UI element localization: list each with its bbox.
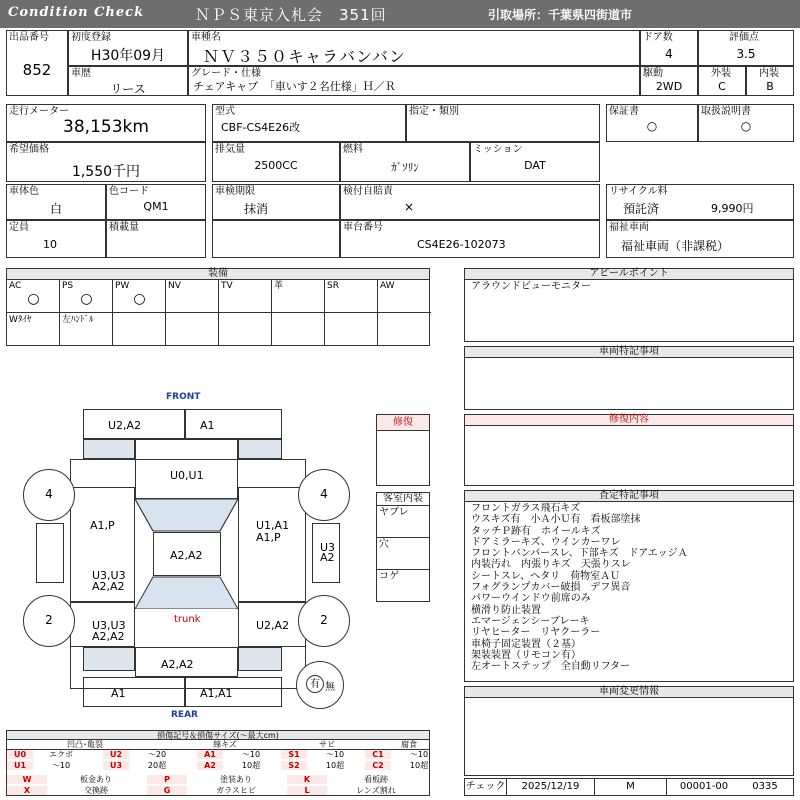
left-rear-lower-damage-1: U3,U3 [92,619,126,632]
change-info-box [464,686,794,776]
price: 1,550千円 [71,164,141,180]
legend-desc: 塗装あり [220,775,252,784]
car-name-box [188,30,640,66]
appeal-box [464,268,794,342]
pickup-location: 引取場所：千葉県四街道市 [488,8,633,22]
check-mark: M [595,779,667,795]
legend-group: 線キズ [213,740,237,749]
lot-number-label: 出品番号 [9,32,49,43]
color-code-label: 色コード [109,186,149,197]
equipment-cell [113,313,166,346]
liability-label: 検付自賠責 [343,186,393,197]
displacement-label: 排気量 [215,144,245,155]
front-label: FRONT [166,392,201,402]
front-right-bumper [238,439,282,459]
repair-detail-title: 修復内容 [465,415,793,426]
legend-desc: 〜10 [241,750,261,759]
check-code: 00001-00 [679,781,729,792]
cabin-burn: コゲ [379,571,399,582]
legend-code: G [147,786,187,795]
equipment-cell [60,280,113,313]
hood-damage: U0,U1 [170,469,204,482]
warranty: ○ [646,119,658,133]
capacity: 10 [43,238,57,251]
legend-desc: 10超 [241,761,261,770]
tire-fl-value: 4 [45,487,53,501]
exterior: C [718,80,726,93]
score: 3.5 [736,47,756,61]
interior-label: 内装 [759,68,779,79]
legend-desc: エクボ [49,750,73,759]
legend-table [6,730,430,796]
roof-damage: A2,A2 [170,549,203,562]
body-color-box [6,184,106,220]
header-bar [0,0,800,28]
left-rear-damage-1: U3,U3 [92,569,126,582]
liability-box [340,184,600,220]
mission: DAT [524,159,546,172]
legend-desc: 10超 [409,761,429,770]
footer-bar [464,778,794,796]
cabin-hole: 穴 [379,539,389,550]
manual-box [698,104,794,142]
legend-code: K [287,775,327,784]
inspection-note-line: 架装装置（リモコン有） [471,649,581,661]
legend-desc: 〜20 [147,750,167,759]
capacity-box [6,220,106,258]
inspection: 抹消 [243,202,268,216]
equipment-label: Wﾀｲﾔ [9,315,32,325]
header-title: Condition Check [8,5,145,20]
first-reg-label: 初度登録 [71,32,111,43]
color-code-box [106,184,206,220]
legend-code: P [147,775,187,784]
history-label: 車歴 [71,68,91,79]
cabin-tear: ヤブレ [379,507,409,518]
legend-desc: 〜10 [51,761,71,770]
legend-code: A2 [197,761,223,770]
inspection-notes-box [464,490,794,682]
legend-code: X [7,786,47,795]
rear-left-panel [83,677,185,707]
equipment-value: ○ [80,291,93,307]
check-num: 0335 [752,781,778,792]
inspection-notes-list [471,503,688,672]
blank-box [212,220,340,258]
legend-title: 損傷記号＆損傷サイズ(〜最大cm) [7,731,429,740]
grade-label: グレード・仕様 [191,68,261,79]
inspection-note-line: ウスキズ有 小Ａ小Ｕ有 看板部塗抹 [471,514,641,526]
first-reg: H30年09月 [90,48,166,64]
load-label: 積載量 [109,222,139,233]
model-label: 型式 [215,106,235,117]
drive-label: 駆動 [643,68,663,79]
trunk-label: trunk [174,614,201,625]
equipment-label: PW [115,281,130,291]
recycle-label: リサイクル料 [609,186,668,197]
car-diagram [0,385,375,730]
cabin-box [376,492,430,602]
grade-box [188,66,640,96]
capacity-label: 定員 [9,222,29,233]
equipment-cell [325,313,378,346]
drive-box [640,66,698,96]
welfare: 福祉車両（非課税） [621,239,730,253]
left-rear-damage-2: A2,A2 [92,580,125,593]
equipment-table [6,268,430,346]
equipment-cell [166,280,219,313]
equipment-value: ○ [27,291,40,307]
car-name: ＮＶ３５０キャラバンバン [203,47,406,66]
legend-code: C1 [365,750,391,759]
rear-right-damage: A1,A1 [200,687,233,700]
fuel-box [340,142,470,182]
equipment-cell [113,280,166,313]
equipment-cell [378,280,431,313]
inspection-note-line: タッチＰ跡有 ホイールキズ [471,525,601,537]
equipment-label: AW [380,281,395,291]
legend-code: W [7,775,47,784]
legend-desc: 10超 [325,761,345,770]
legend-desc: 〜10 [409,750,429,759]
legend-desc: レンズ割れ [356,786,396,795]
legend-desc: 交換跡 [84,786,108,795]
inspection-note-line: フロントバンパースレ、下部キズ ドアエッジＡ [471,548,688,560]
equipment-label: PS [62,281,74,291]
special-notes-box [464,346,794,410]
interior-box [746,66,794,96]
price-box [6,142,206,182]
repair-title: 修復 [377,415,429,431]
fuel-label: 燃料 [343,144,363,155]
check-date: 2025/12/19 [507,779,595,795]
mission-label: ミッション [473,144,523,155]
equipment-value: ○ [133,291,146,307]
cabin-title: 客室内装 [377,493,429,506]
fuel: ｶﾞｿﾘﾝ [391,161,419,174]
change-info-title: 車両変更情報 [465,687,793,698]
lot-number: 852 [22,61,52,79]
body-color-label: 車体色 [9,186,39,197]
right-mid-damage-2: A2 [320,551,335,564]
inspection-note-line: 左オートステップ 全自動リフター [471,661,630,673]
inspection-note-line: シートスレ、ヘタリ 荷物室ＡＵ [471,570,621,582]
spare-tire [296,661,344,709]
displacement: 2500CC [254,159,298,172]
equipment-cell [7,313,60,346]
spare-yes: 有 [306,675,324,693]
inspection-note-line: パワーウインドウ前席のみ [471,593,591,605]
color-code: QM1 [143,200,169,213]
legend-desc: 板金あり [80,775,112,784]
right-mid-damage-1: U3 [320,541,336,554]
rear-left-damage: A1 [111,687,126,700]
interior: B [766,80,774,93]
inspection-note-line: 横滑り防止装置 [471,604,541,616]
chassis-box [340,220,600,258]
legend-group: 腐食 [401,740,417,749]
chassis-label: 車台番号 [343,222,383,233]
first-reg-box [68,30,188,66]
exterior-box [698,66,746,96]
grade: チェアキャブ 「車いす２名仕様」Ｈ／Ｒ [193,80,396,93]
equipment-cell [378,313,431,346]
car-name-label: 車種名 [191,32,221,43]
welfare-label: 福祉車両 [609,222,649,233]
equipment-cell [325,280,378,313]
legend-code: S2 [281,761,307,770]
designation-label: 指定・類別 [409,106,459,117]
inspection-note-line: ドアミラーキズ、ウインカーワレ [471,536,621,548]
spare-no: 無 [325,682,335,693]
recycle-fee: 9,990円 [711,202,754,215]
legend-code: L [287,786,327,795]
right-rear-damage: U2,A2 [256,619,290,632]
exterior-label: 外装 [711,68,731,79]
tire-rear-left [23,595,75,647]
score-box [698,30,794,66]
right-front-door [238,487,306,602]
inspection-note-line: 車椅子固定装置（２基） [471,638,581,650]
mileage-label: 走行メーター [9,106,69,117]
mileage-box [6,104,206,142]
equipment-label: SR [327,281,339,291]
score-label: 評価点 [729,32,759,43]
equipment-cell [219,313,272,346]
liability: × [403,200,415,214]
equipment-label: AC [9,281,22,291]
left-mirror-box [36,523,64,583]
inspection-note-line: フロントガラス飛石キズ [471,503,581,514]
inspection-label: 車検期限 [215,186,255,197]
tire-rear-right [298,595,350,647]
chassis: CS4E26-102073 [417,238,506,251]
repair-box [376,414,430,486]
load-box [106,220,206,258]
doors-label: ドア数 [643,32,673,43]
legend-code: C2 [365,761,391,770]
left-front-door-damage: A1,P [90,519,115,532]
lot-number-box [6,30,68,96]
equipment-label: NV [168,281,181,291]
legend-desc: 看板跡 [364,775,388,784]
legend-group: サビ [319,740,335,749]
price-label: 希望価格 [9,144,49,155]
legend-code: U2 [103,750,129,759]
left-rear-lower-damage-2: A2,A2 [92,630,125,643]
legend-group: 凹凸･亀裂 [67,740,103,749]
front-left-damage: U2,A2 [108,419,142,432]
appeal-text: アラウンドビューモニター [471,281,591,292]
right-front-door-damage-2: A1,P [256,531,281,544]
front-right-damage: A1 [200,419,215,432]
equipment-label: 左ﾊﾝﾄﾞﾙ [62,315,94,325]
rear-left-bumper [83,647,135,671]
equipment-cell [219,280,272,313]
recycle-status: 預託済 [623,202,660,216]
designation-box [406,104,600,142]
equipment-cell [272,313,325,346]
model: CBF-CS4E26改 [221,121,301,134]
legend-desc: ガラスヒビ [216,786,256,795]
tire-fr-value: 4 [320,487,328,501]
legend-code: U0 [7,750,33,759]
mileage: 38,153km [63,117,149,137]
inspection-note-line: エマージェンシーブレーキ [471,615,590,627]
appeal-title: アピールポイント [465,269,793,280]
doors-box [640,30,698,66]
welfare-box [606,220,794,258]
equipment-label: TV [221,281,233,291]
inspection-notes-title: 査定特記事項 [465,491,793,502]
legend-desc: 〜10 [325,750,345,759]
history-box [68,66,188,96]
body-color: 白 [49,202,62,216]
manual: ○ [740,119,752,133]
auction-name: ＮＰＳ東京入札会 351回 [195,6,387,24]
model-box [212,104,406,142]
inspection-note-line: 内装汚れ 内張りキズ 天張りスレ [471,559,631,571]
mission-box [470,142,600,182]
legend-code: U3 [103,761,129,770]
rear-right-bumper [238,647,282,671]
inspection-note-line: リヤヒーター リヤクーラー [471,627,601,639]
right-front-door-damage-1: U1,A1 [256,519,290,532]
special-title: 車両特記事項 [465,347,793,358]
manual-label: 取扱説明書 [701,106,751,117]
equipment-cell [60,313,113,346]
drive: 2WD [655,80,683,93]
displacement-box [212,142,340,182]
tire-front-left [23,469,75,521]
tire-front-right [298,469,350,521]
tire-rr-value: 2 [320,613,328,627]
front-left-bumper [83,439,135,459]
check-label: チェック [465,779,507,795]
legend-code: U1 [7,761,33,770]
warranty-box [606,104,698,142]
doors: 4 [665,47,673,61]
legend-desc: 20超 [147,761,167,770]
equipment-cell [166,313,219,346]
recycle-box [606,184,794,220]
legend-code: A1 [197,750,223,759]
tire-rl-value: 2 [45,613,53,627]
warranty-label: 保証書 [609,106,639,117]
inspection-box [212,184,340,220]
rear-gate-damage: A2,A2 [161,658,194,671]
equipment-label: 革 [274,281,284,291]
equipment-title: 装備 [7,269,429,280]
legend-code: S1 [281,750,307,759]
equipment-cell [7,280,60,313]
repair-detail-box [464,414,794,486]
equipment-cell [272,280,325,313]
inspection-note-line: フォグランプカバー破損 デフ異音 [471,582,631,594]
rear-label: REAR [171,710,198,720]
history: リース [110,82,146,96]
